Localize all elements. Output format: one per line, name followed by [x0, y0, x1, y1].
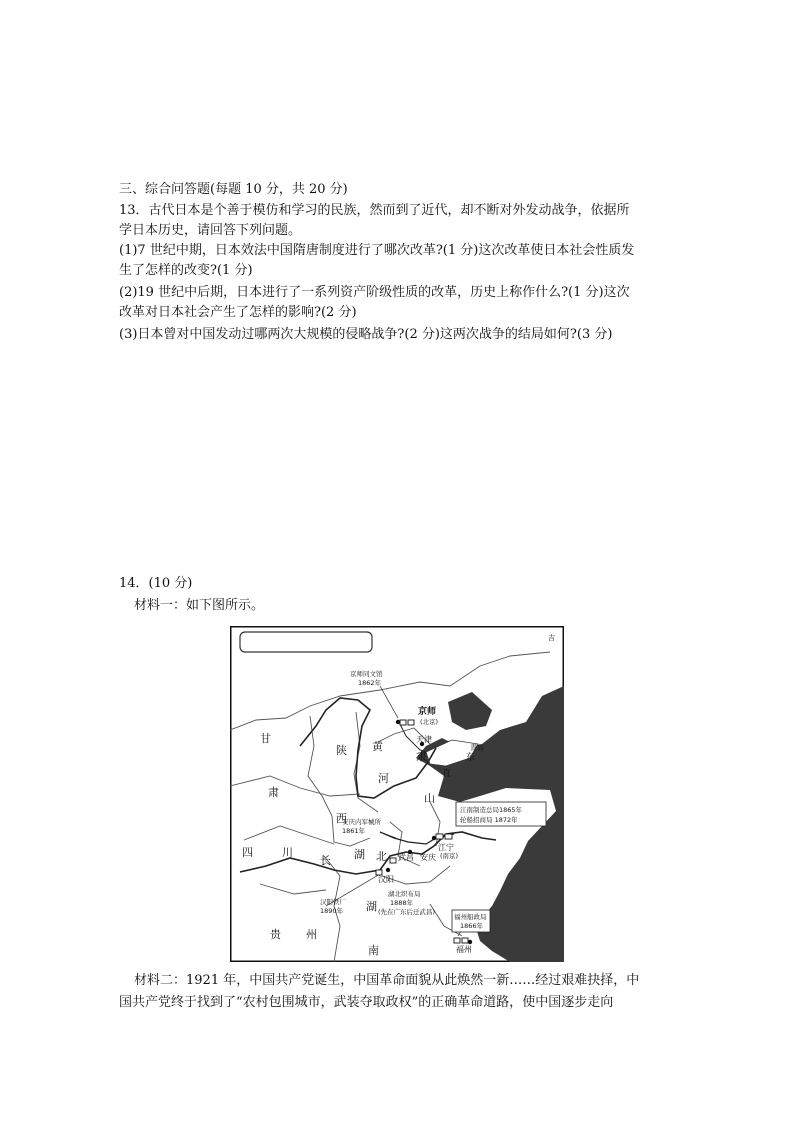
q14-material2-line2: 国共产党终于找到了“农村包围城市，武装夺取政权”的正确革命道路，使中国逐步走向 — [119, 995, 614, 1010]
historical-map — [230, 626, 564, 962]
label-hubei-name: 湖北织布局 — [388, 890, 421, 898]
q13-part3-line1: (3)日本曾对中国发动过哪两次大规模的侵略战争?(2 分)这两次战争的结局如何?(3 分) — [119, 327, 613, 342]
label-dong: 东 — [466, 753, 476, 763]
label-hubei-year: 1888年 — [390, 899, 414, 907]
label-shan: 山 — [424, 792, 435, 805]
q14-heading: 14．(10 分) — [119, 576, 193, 591]
map-title-box — [240, 632, 372, 652]
jiangning-marker — [432, 836, 436, 840]
label-qing: 青岛 — [470, 744, 484, 752]
label-corner: 吉 — [548, 634, 555, 642]
label-chang: 长 — [320, 854, 331, 867]
label-hanyang-name: 汉阳铁厂 — [320, 898, 346, 906]
label-anqing-year: 1861年 — [342, 827, 366, 835]
label-shaan: 陕 — [336, 744, 347, 757]
label-gui: 贵 — [270, 928, 281, 941]
label-hunan-hu: 湖 — [366, 900, 377, 913]
label-he: 河 — [378, 772, 389, 785]
label-jingshi: 京师 — [418, 707, 437, 717]
q13-part1-line1: (1)7 世纪中期，日本效法中国隋唐制度进行了哪次改革?(1 分)这次改革使日本社会性质发 — [119, 243, 635, 258]
label-jiangning: 江宁 — [438, 843, 454, 852]
hanyang-marker — [386, 868, 390, 872]
q13-stem-line2: 学日本历史，请回答下列问题。 — [119, 223, 302, 238]
label-nan: 南 — [368, 944, 379, 957]
label-fuzhou: 福州 — [456, 945, 472, 954]
q13-part2-line2: 改革对日本社会产生了怎样的影响?(2 分) — [119, 305, 357, 320]
label-anqing-name: 安庆内军械所 — [342, 818, 381, 826]
label-anqing: 安庆 — [420, 853, 436, 862]
label-nanjing: (南京) — [440, 852, 459, 860]
label-tongwenguan-name: 京师同文馆 — [350, 670, 383, 678]
label-tianjin: 天津 — [416, 735, 432, 744]
fuzhou-marker — [468, 940, 472, 944]
q13-part2-line1: (2)19 世纪中后期，日本进行了一系列资产阶级性质的改革，历史上称作什么?(1 分)这次 — [119, 285, 630, 300]
q14-material2-line1: 材料二：1921 年，中国共产党诞生，中国革命面貌从此焕然一新……经过艰难抉择，中 — [134, 973, 640, 988]
q14-material1: 材料一：如下图所示。 — [134, 598, 265, 613]
label-shang: 上 — [494, 829, 504, 839]
section-heading: 三、综合问答题(每题 10 分，共 20 分) — [119, 182, 348, 197]
label-hubei-note: (先在广东后迁武昌) — [378, 908, 436, 916]
label-huang: 黄 — [372, 740, 383, 753]
label-su: 肃 — [268, 786, 279, 799]
label-ji: 隶 — [416, 750, 427, 763]
label-tongwenguan-year: 1862年 — [358, 679, 382, 687]
label-hu: 湖 — [354, 848, 365, 861]
label-si: 四 — [242, 846, 253, 859]
label-bei: 北 — [376, 850, 387, 863]
label-wuchang: 武昌 — [398, 853, 414, 862]
label-hanyang-year: 1890年 — [320, 907, 344, 915]
label-hanyang: 汉阳 — [378, 875, 394, 884]
q13-part1-line2: 生了怎样的改变?(1 分) — [119, 263, 253, 278]
label-fuzhou-name: 福州船政局 — [454, 913, 487, 921]
label-jiangnan-year: 轮船招商局 1872年 — [460, 816, 518, 824]
label-zhou: 州 — [306, 928, 317, 941]
label-zhi: 直 — [442, 769, 452, 779]
q13-stem-line1: 13．古代日本是个善于模仿和学习的民族，然而到了近代，却不断对外发动战争，依据所 — [119, 203, 630, 218]
label-beijing: (北京) — [420, 718, 439, 726]
label-fuzhou-year: 1866年 — [460, 922, 484, 930]
label-gan: 甘 — [260, 732, 271, 745]
label-xi: 西 — [336, 812, 347, 825]
jingshi-marker — [396, 720, 400, 724]
label-jiangnan-name: 江南制造总局1865年 — [460, 806, 523, 814]
label-chuan: 川 — [282, 846, 293, 859]
